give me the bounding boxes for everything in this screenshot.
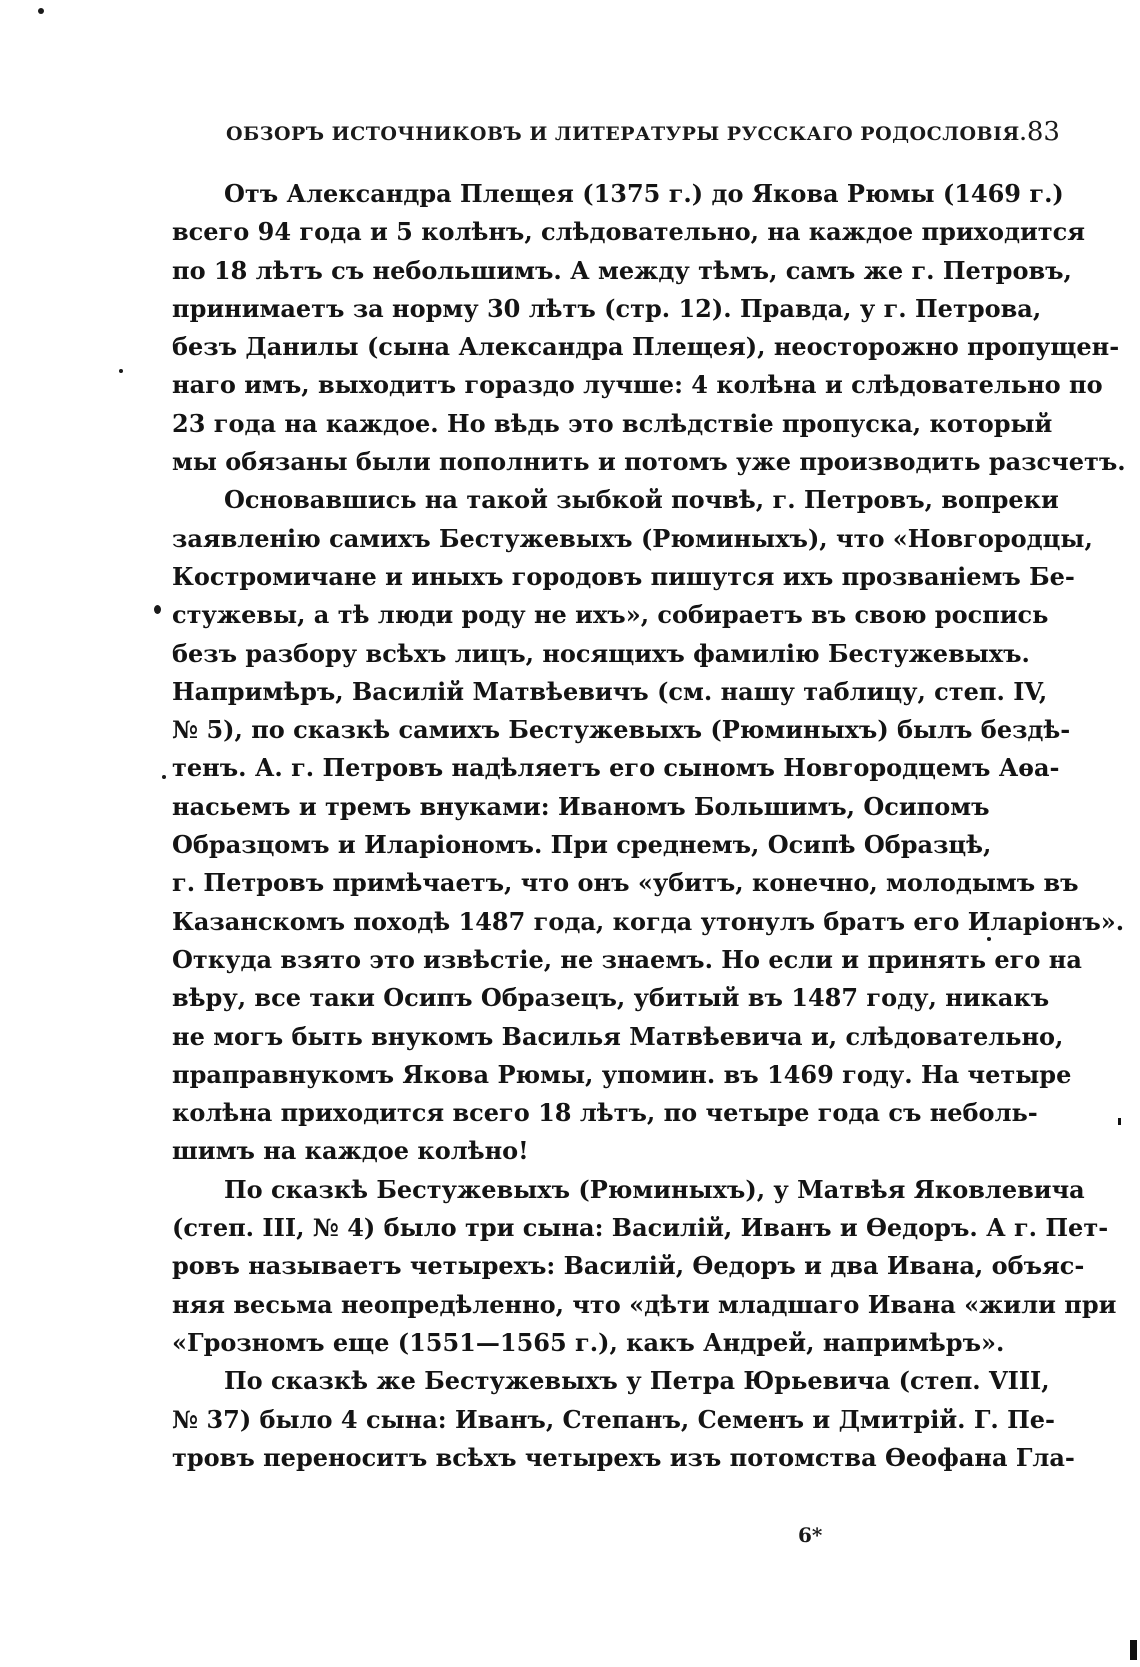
text-line: насьемъ и тремъ внуками: Иваномъ Большимъ, Осипомъ <box>172 791 990 821</box>
text-line: мы обязаны были пополнить и потомъ уже производить разсчетъ. <box>172 447 1126 477</box>
text-line: стужевы, а тѣ люди роду не ихъ», собираетъ въ свою роспись <box>172 600 1049 630</box>
text-line: Образцомъ и Иларіономъ. При среднемъ, Осипѣ Образцѣ, <box>172 830 992 860</box>
text-line: безъ Данилы (сына Александра Плещея), неосторожно пропущен- <box>172 332 1120 362</box>
text-line: № 5), по сказкѣ самихъ Бестужевыхъ (Рюминыхъ) былъ бездѣ- <box>172 715 1071 745</box>
text-line: колѣна приходится всего 18 лѣтъ, по четыре года съ неболь- <box>172 1098 1038 1128</box>
text-line: По сказкѣ Бестужевыхъ (Рюминыхъ), у Матвѣя Яковлевича <box>224 1174 1085 1204</box>
page-number: 83 <box>1026 117 1060 147</box>
scan-edge-mark <box>1118 1118 1121 1125</box>
text-line: заявленію самихъ Бестужевыхъ (Рюминыхъ), что «Новгородцы, <box>172 523 1093 553</box>
text-line: г. Петровъ примѣчаетъ, что онъ «убитъ, конечно, молодымъ въ <box>172 868 1079 898</box>
text-line: праправнукомъ Якова Рюмы, упомин. въ 1469 году. На четыре <box>172 1059 1072 1089</box>
text-line: Казанскомъ походѣ 1487 года, когда утонулъ братъ его Иларіонъ». <box>172 906 1125 936</box>
text-line: Основавшись на такой зыбкой почвѣ, г. Петровъ, вопреки <box>224 485 1059 515</box>
page-header <box>226 117 1060 157</box>
scan-speck <box>119 369 123 373</box>
scan-edge-mark <box>1130 1640 1137 1660</box>
scan-speck <box>987 937 991 941</box>
text-line: по 18 лѣтъ съ небольшимъ. А между тѣмъ, самъ же г. Петровъ, <box>172 255 1072 285</box>
signature-mark: 6* <box>798 1523 823 1547</box>
text-line: безъ разбору всѣхъ лицъ, носящихъ фамилію Бестужевыхъ. <box>172 638 1030 668</box>
running-head: ОБЗОРЪ ИСТОЧНИКОВЪ И ЛИТЕРАТУРЫ РУССКАГО РОДОСЛОВІЯ. <box>226 123 1027 145</box>
scan-speck <box>162 775 166 779</box>
text-line: не могъ быть внукомъ Василья Матвѣевича и, слѣдовательно, <box>172 1021 1064 1051</box>
text-line: 23 года на каждое. Но вѣдь это вслѣдствіе пропуска, который <box>172 408 1053 438</box>
text-line: «Грозномъ еще (1551—1565 г.), какъ Андрей, напримѣръ». <box>172 1327 1005 1357</box>
text-line: Костромичане и иныхъ городовъ пишутся ихъ прозваніемъ Бе- <box>172 561 1075 591</box>
text-line: всего 94 года и 5 колѣнъ, слѣдовательно, на каждое приходится <box>172 217 1086 247</box>
text-line: № 37) было 4 сына: Иванъ, Степанъ, Семенъ и Дмитрій. Г. Пе- <box>172 1404 1056 1434</box>
text-line: принимаетъ за норму 30 лѣтъ (стр. 12). Правда, у г. Петрова, <box>172 293 1042 323</box>
text-line: вѣру, все таки Осипъ Образецъ, убитый въ 1487 году, никакъ <box>172 983 1050 1013</box>
text-line: По сказкѣ же Бестужевыхъ у Петра Юрьевича (степ. VIII, <box>224 1366 1050 1396</box>
text-line: шимъ на каждое колѣно! <box>172 1136 529 1166</box>
text-line: тровъ переноситъ всѣхъ четырехъ изъ потомства Ѳеофана Гла- <box>172 1442 1075 1472</box>
text-line: ровъ называетъ четырехъ: Василій, Ѳедоръ и два Ивана, объяс- <box>172 1251 1085 1281</box>
text-line: тенъ. А. г. Петровъ надѣляетъ его сыномъ Новгородцемъ Аѳа- <box>172 753 1060 783</box>
scan-speck <box>154 605 161 614</box>
text-line: Напримѣръ, Василій Матвѣевичъ (см. нашу таблицу, степ. IV, <box>172 676 1048 706</box>
text-line: (степ. III, № 4) было три сына: Василій, Иванъ и Ѳедоръ. А г. Пет- <box>172 1213 1109 1243</box>
scan-speck <box>38 8 44 14</box>
text-line: Отъ Александра Плещея (1375 г.) до Якова Рюмы (1469 г.) <box>224 179 1064 208</box>
text-line: няя весьма неопредѣленно, что «дѣти младшаго Ивана «жили при <box>172 1289 1117 1319</box>
text-line: Откуда взято это извѣстіе, не знаемъ. Но если и принять его на <box>172 944 1082 974</box>
body-text <box>172 175 1126 1477</box>
text-line: наго имъ, выходитъ гораздо лучше: 4 колѣна и слѣдовательно по <box>172 370 1103 400</box>
